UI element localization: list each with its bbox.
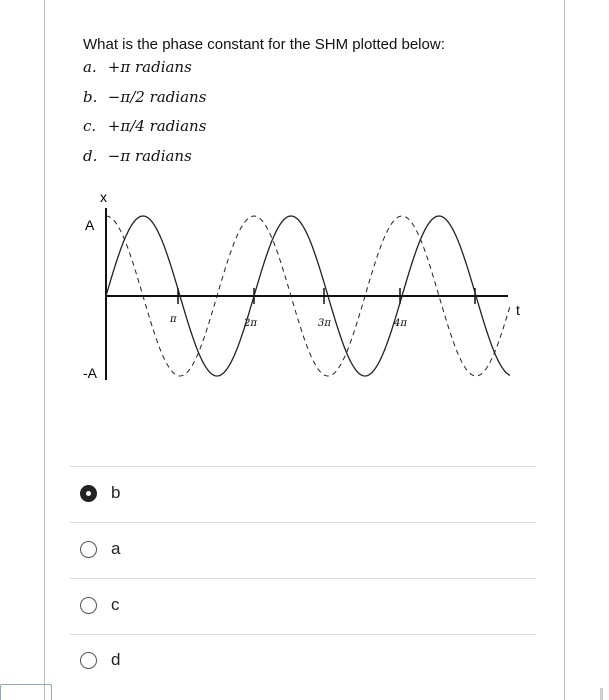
answer-label[interactable]: d — [111, 650, 121, 669]
question-text: What is the phase constant for the SHM plotted below: — [83, 36, 445, 53]
option-text: −π radians — [107, 147, 192, 165]
option-text: +π radians — [107, 58, 192, 76]
option-letter: c. — [83, 117, 97, 135]
tick-label-3pi: 3π — [318, 318, 331, 329]
radio-button[interactable] — [80, 597, 97, 614]
option-letter: d. — [83, 147, 98, 165]
radio-button-selected[interactable] — [80, 485, 97, 502]
option-b — [83, 88, 206, 106]
separator — [70, 634, 536, 635]
answer-label[interactable]: c — [111, 595, 120, 614]
option-letter: b. — [83, 88, 98, 106]
separator — [70, 466, 536, 467]
option-letter: a. — [83, 58, 97, 76]
scrollbar-thumb[interactable] — [600, 688, 603, 700]
option-text: −π/2 radians — [107, 88, 207, 106]
radio-button[interactable] — [80, 652, 97, 669]
tick-label-4pi: 4π — [394, 318, 407, 329]
answer-label[interactable]: b — [111, 483, 121, 502]
answer-choice-c[interactable] — [80, 590, 120, 620]
x-axis-label: t — [516, 302, 520, 318]
separator — [70, 578, 536, 579]
separator — [70, 522, 536, 523]
answer-choice-b[interactable] — [80, 478, 120, 508]
tick-label-pi: π — [170, 314, 177, 325]
answer-choice-a[interactable] — [80, 534, 120, 564]
y-max-label: A — [85, 217, 95, 233]
answer-choice-d[interactable] — [80, 645, 120, 675]
bottom-panel-tab[interactable] — [0, 684, 52, 700]
option-d — [83, 147, 192, 165]
shm-graph — [78, 180, 528, 400]
option-text: +π/4 radians — [107, 117, 207, 135]
tick-label-2pi: 2π — [244, 318, 257, 329]
option-a — [83, 58, 192, 76]
option-c — [83, 117, 206, 135]
y-min-label: -A — [83, 365, 97, 381]
y-axis-label: x — [100, 189, 107, 205]
radio-button[interactable] — [80, 541, 97, 558]
answer-label[interactable]: a — [111, 539, 121, 558]
